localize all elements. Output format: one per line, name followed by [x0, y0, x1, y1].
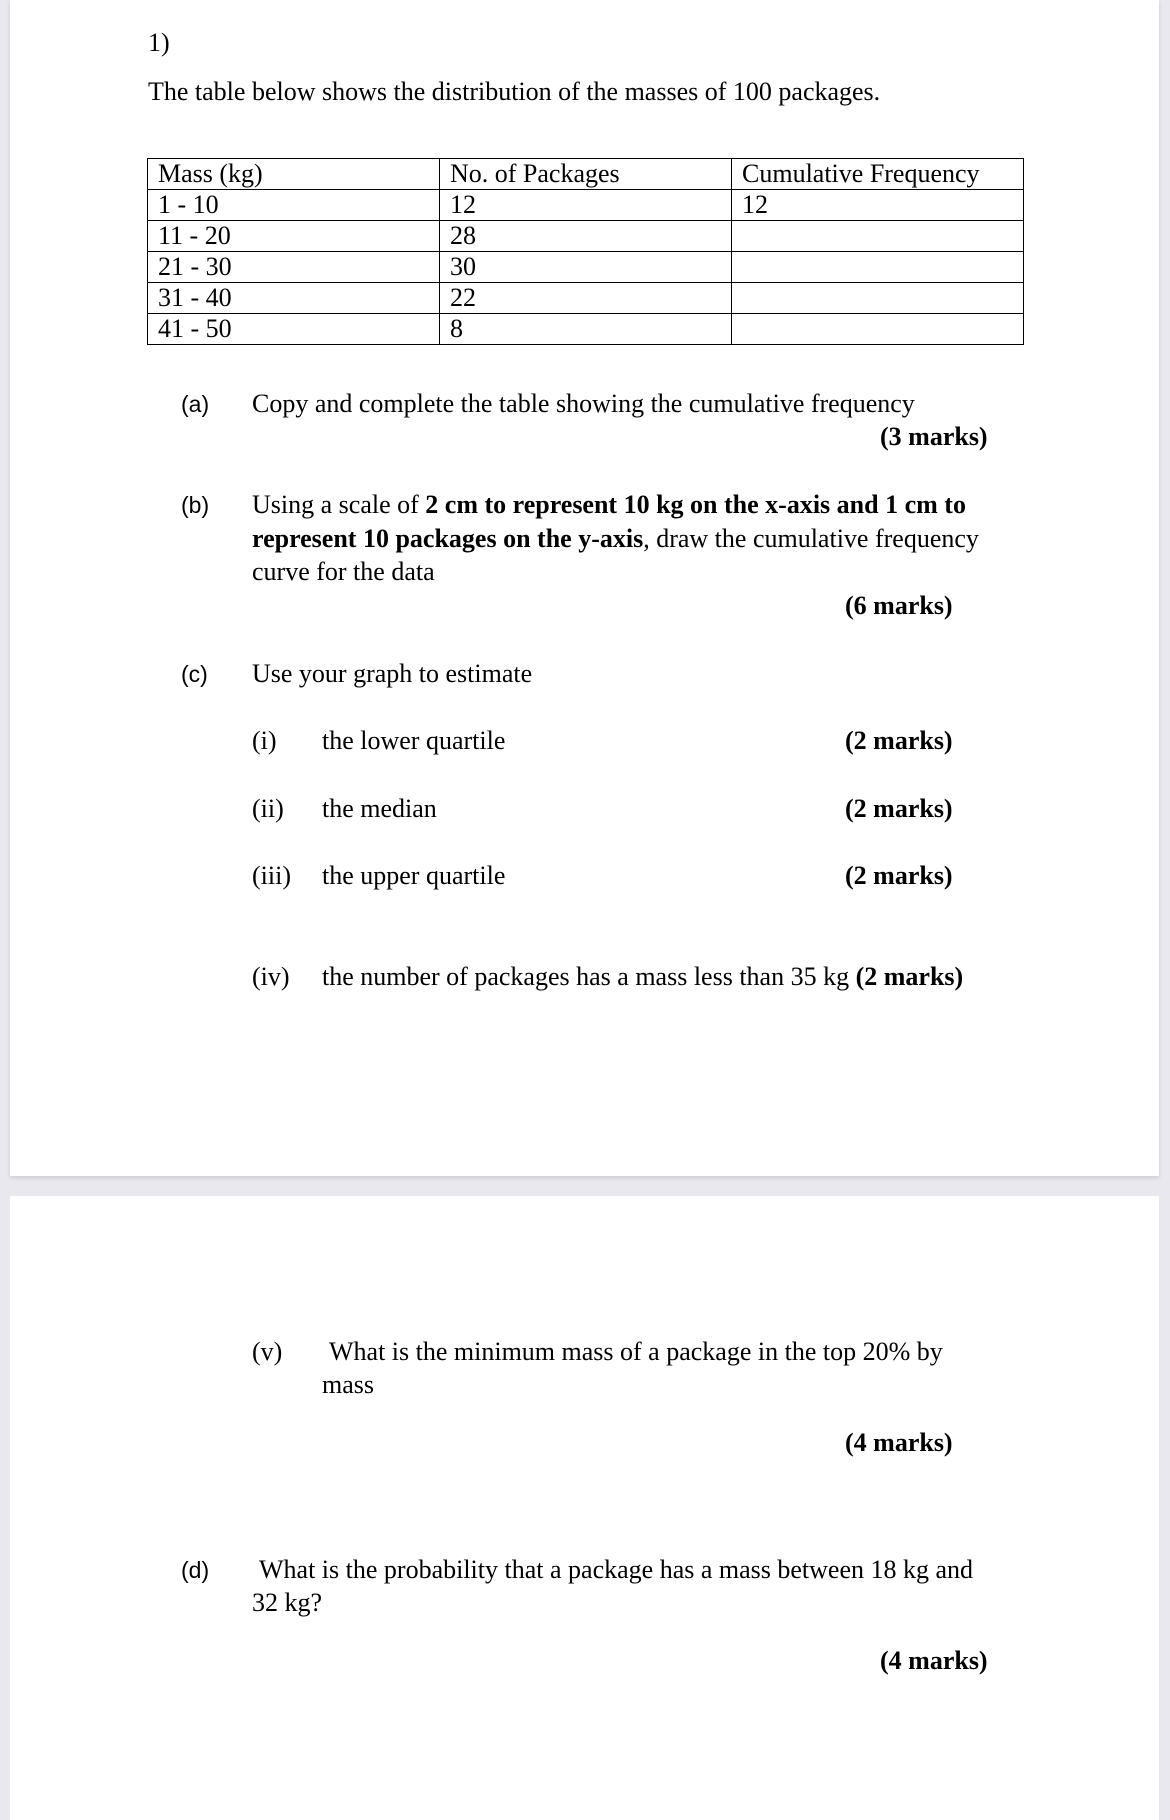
part-c-v-text-2: mass: [322, 1370, 374, 1399]
table-header-cell: Cumulative Frequency: [732, 159, 1024, 190]
part-c-iv-text: the number of packages has a mass less than 35 kg: [322, 962, 850, 991]
table-header-row: [148, 159, 1024, 190]
part-d-text-1: What is the probability that a package has a mass between 18 kg and: [259, 1555, 974, 1584]
part-c-v-marks: (4 marks): [845, 1428, 953, 1457]
table-cell: 21 - 30: [148, 252, 440, 283]
part-c-v-text-1: What is the minimum mass of a package in the top 20% by: [329, 1337, 943, 1366]
part-a-text: Copy and complete the table showing the cumulative frequency: [252, 389, 915, 418]
table-row: [148, 221, 1024, 252]
part-c-v-num: (v): [252, 1337, 283, 1366]
part-b-text-3: curve for the data: [252, 557, 435, 586]
table-cell: 41 - 50: [148, 314, 440, 345]
part-c-iii-marks: (2 marks): [845, 861, 953, 890]
part-c-iv-num: (iv): [252, 962, 290, 991]
page-1: [10, 0, 1159, 1176]
part-b-line-2: [252, 522, 979, 556]
table-row: [148, 314, 1024, 345]
part-c-i-text: the lower quartile: [322, 726, 506, 755]
part-c-text: Use your graph to estimate: [252, 659, 533, 688]
part-c-ii-marks: (2 marks): [845, 794, 953, 823]
question-intro: The table below shows the distribution of the masses of 100 packages.: [148, 77, 881, 106]
part-b-text-1: Using a scale of: [252, 490, 426, 519]
table-header-cell: Mass (kg): [148, 159, 440, 190]
mass-distribution-table: [147, 158, 1024, 345]
part-c-i-num: (i): [252, 726, 277, 755]
part-c-iv-line: [322, 960, 963, 994]
part-b-text-2: , draw the cumulative frequency: [643, 524, 979, 553]
part-c-label: (c): [181, 661, 208, 687]
part-b-line-1: [252, 488, 966, 522]
table-row: [148, 190, 1024, 221]
table-cell: [732, 252, 1024, 283]
part-c-i-marks: (2 marks): [845, 726, 953, 755]
part-d-marks: (4 marks): [880, 1646, 988, 1675]
part-c-ii-text: the median: [322, 794, 437, 823]
table-cell: 30: [440, 252, 732, 283]
table-cell: [732, 221, 1024, 252]
part-b-bold-1: 2 cm to represent 10 kg on the x-axis and 1 cm to: [425, 490, 966, 519]
table-row: [148, 283, 1024, 314]
table-cell: 12: [440, 190, 732, 221]
part-b-marks: (6 marks): [845, 591, 953, 620]
table-cell: [732, 283, 1024, 314]
table-header-cell: No. of Packages: [440, 159, 732, 190]
table-cell: 11 - 20: [148, 221, 440, 252]
part-c-iii-text: the upper quartile: [322, 861, 506, 890]
part-b-label: (b): [181, 492, 210, 518]
table-cell: 22: [440, 283, 732, 314]
part-a-marks: (3 marks): [880, 422, 988, 451]
question-number: 1): [148, 28, 170, 57]
page-2: [10, 1196, 1159, 1820]
part-d-label: (d): [181, 1557, 210, 1583]
table-cell: 8: [440, 314, 732, 345]
table-cell: 31 - 40: [148, 283, 440, 314]
part-c-ii-num: (ii): [252, 794, 284, 823]
part-a-label: (a): [181, 391, 210, 417]
table-cell: 28: [440, 221, 732, 252]
table-cell: 1 - 10: [148, 190, 440, 221]
table-cell: [732, 314, 1024, 345]
part-b-bold-2: represent 10 packages on the y-axis: [252, 524, 644, 553]
part-c-iii-num: (iii): [252, 861, 291, 890]
part-c-iv-marks: (2 marks): [855, 962, 964, 991]
table-cell: 12: [732, 190, 1024, 221]
part-d-text-2: 32 kg?: [252, 1588, 323, 1617]
table-row: [148, 252, 1024, 283]
